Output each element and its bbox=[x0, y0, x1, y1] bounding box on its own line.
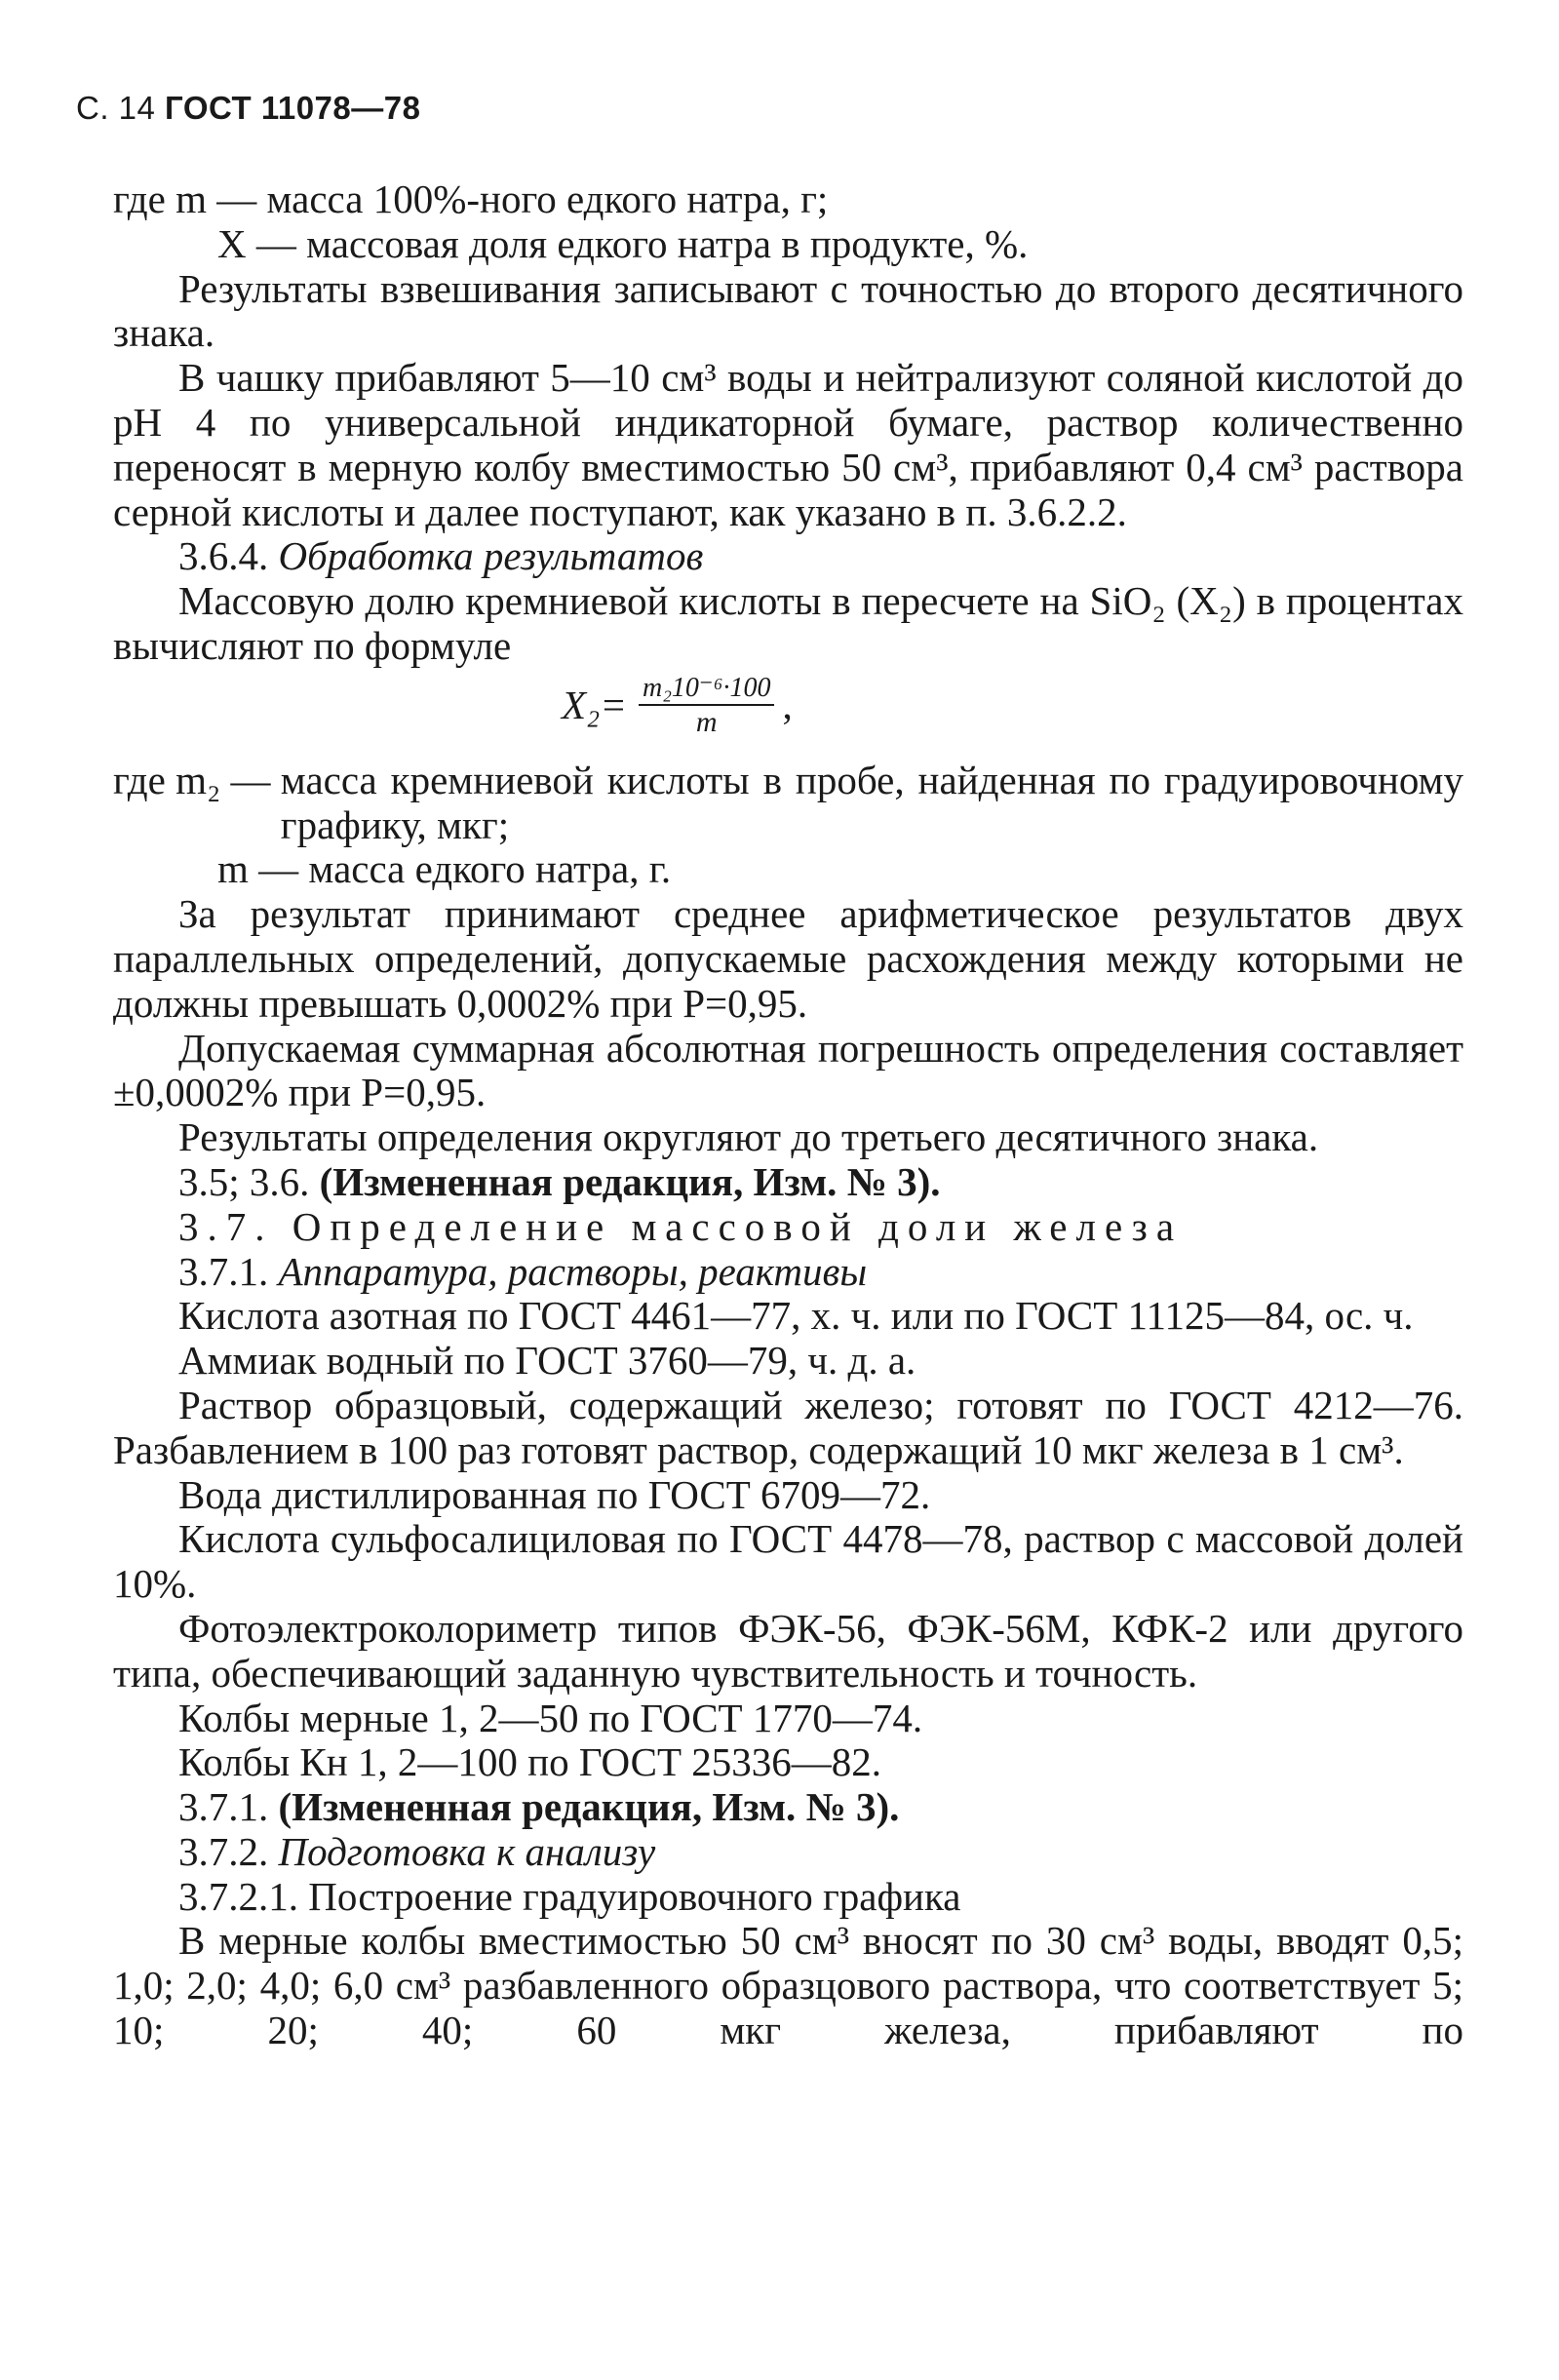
reagent-iron-solution: Раствор образцовый, содержащий железо; готовят по ГОСТ 4212—76. Разбавлением в 100 раз готовят раствор, содержащий 10 мкг железа в 1 см³. bbox=[113, 1382, 1463, 1472]
section-heading-3-7-1: 3.7.1. Аппаратура, растворы, реактивы bbox=[178, 1248, 868, 1294]
reagent-sulfosalicylic-acid: Кислота сульфосалициловая по ГОСТ 4478—78, раствор с массовой долей 10%. bbox=[113, 1516, 1463, 1607]
reagent-ammonia: Аммиак водный по ГОСТ 3760—79, ч. д. а. bbox=[178, 1338, 916, 1384]
formula-x2 bbox=[113, 669, 1463, 759]
paragraph-neutralization: В чашку прибавляют 5—10 см³ воды и нейтрализуют соляной кислотой до pH 4 по универсальной индикаторной бумаге, раствор количественно переносят в мерную колбу вместимостью 50 см³, прибавляют 0,4 см³ раствора серной кислоты и далее поступают, как указано в п. 3.6.2.2. bbox=[113, 355, 1463, 534]
paragraph-rounding: Результаты определения округляют до третьего десятичного знака. bbox=[178, 1114, 1319, 1160]
section-heading-3-7-2: 3.7.2. Подготовка к анализу bbox=[178, 1828, 656, 1874]
formula-comma: , bbox=[782, 682, 793, 727]
definition-m: где m — масса 100%-ного едкого натра, г; bbox=[113, 176, 829, 221]
standard-code: ГОСТ 11078—78 bbox=[165, 90, 421, 126]
paragraph-weighing: Результаты взвешивания записывают с точностью до второго десятичного знака. bbox=[113, 265, 1463, 356]
equipment-conical-flasks: Колбы Кн 1, 2—100 по ГОСТ 25336—82. bbox=[178, 1739, 882, 1785]
page-number: С. 14 bbox=[76, 90, 156, 126]
definition-m2: где m₂ — масса кремниевой кислоты в пробе, найденная по градуировочному графику, мкг; bbox=[113, 757, 1463, 847]
formula-fraction bbox=[639, 673, 774, 739]
section-heading-3-7-2-1: 3.7.2.1. Построение градуировочного графика bbox=[178, 1873, 961, 1919]
page-body bbox=[113, 177, 1463, 2053]
page-header bbox=[76, 90, 420, 127]
formula-numerator: m₂10⁻⁶·100 bbox=[639, 673, 774, 706]
section-heading-3-6-4: 3.6.4. Обработка результатов bbox=[178, 533, 704, 579]
change-note-3-5: 3.5; 3.6. (Измененная редакция, Изм. № 3). bbox=[178, 1158, 941, 1204]
formula-denominator: m bbox=[695, 705, 718, 738]
section-heading-3-7: 3.7. Определение массовой доли железа bbox=[178, 1203, 1184, 1249]
reagent-nitric-acid: Кислота азотная по ГОСТ 4461—77, х. ч. или по ГОСТ 11125—84, ос. ч. bbox=[178, 1293, 1414, 1339]
paragraph-formula-intro: Массовую долю кремниевой кислоты в пересчете на SiO₂ (X₂) в процентах вычисляют по формуле bbox=[113, 578, 1463, 668]
paragraph-error: Допускаемая суммарная абсолютная погрешность определения составляет ±0,0002% при P=0,95. bbox=[113, 1025, 1463, 1115]
reagent-water: Вода дистиллированная по ГОСТ 6709—72. bbox=[178, 1471, 931, 1517]
paragraph-result: За результат принимают среднее арифметическое результатов двух параллельных определений, допускаемые расхождения между которыми не должны превышать 0,0002% при P=0,95. bbox=[113, 891, 1463, 1026]
paragraph-calibration: В мерные колбы вместимостью 50 см³ вносят по 30 см³ воды, вводят 0,5; 1,0; 2,0; 4,0; 6,0 см³ разбавленного образцового раствора, что соответствует 5; 10; 20; 40; 60 мкг железа, прибавляют по bbox=[113, 1918, 1463, 2053]
equipment-volumetric-flasks: Колбы мерные 1, 2—50 по ГОСТ 1770—74. bbox=[178, 1695, 923, 1740]
formula-lhs: X₂= bbox=[562, 682, 627, 727]
equipment-photocolorimeter: Фотоэлектроколориметр типов ФЭК-56, ФЭК-56М, КФК-2 или другого типа, обеспечивающий заданную чувствительность и точность. bbox=[113, 1605, 1463, 1696]
definition-m-mass: m — масса едкого натра, г. bbox=[217, 846, 672, 892]
change-note-3-7-1: 3.7.1. (Измененная редакция, Изм. № 3). bbox=[178, 1784, 900, 1830]
definition-x: X — массовая доля едкого натра в продукте, %. bbox=[217, 220, 1029, 266]
